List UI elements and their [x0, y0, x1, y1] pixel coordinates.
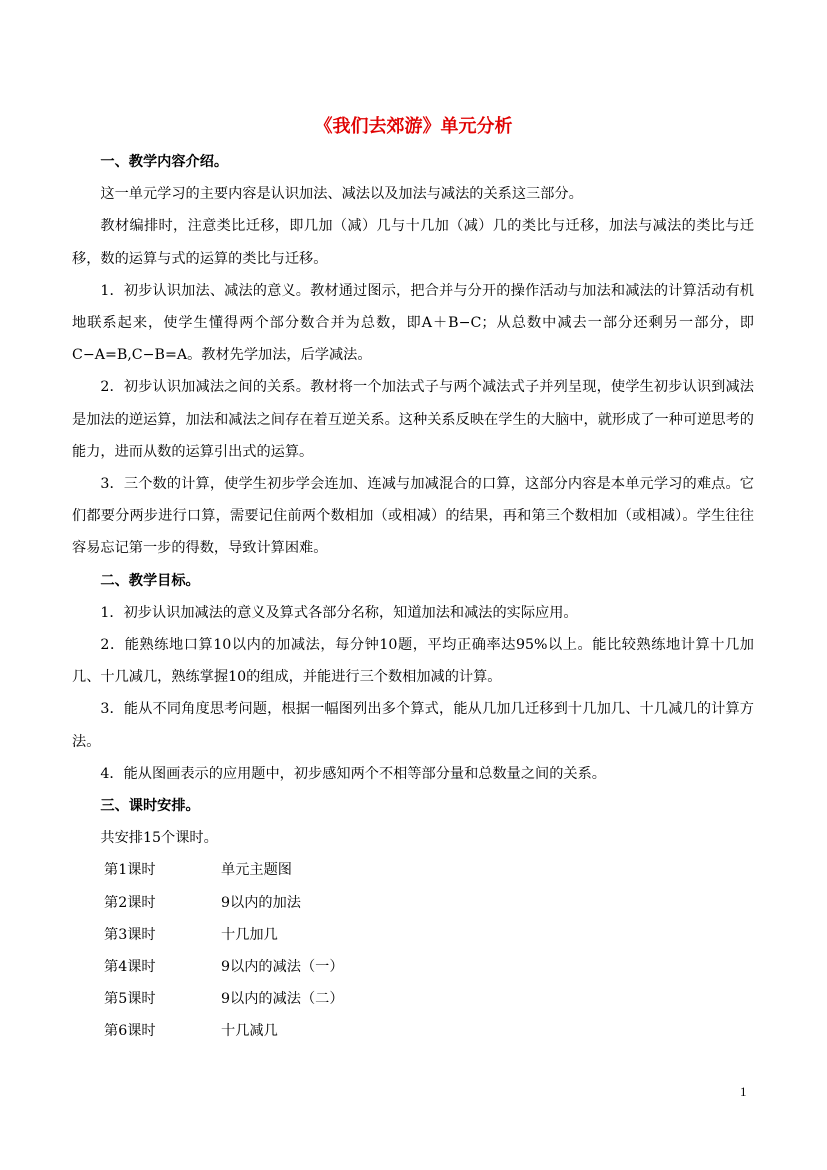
lesson-topic: 9以内的减法（一） [221, 959, 344, 976]
section-heading-goals: 二、教学目标。 [100, 572, 200, 589]
section-heading-schedule: 三、课时安排。 [100, 798, 200, 815]
lesson-label: 第6课时 [104, 1023, 156, 1040]
paragraph: 2．能熟练地口算10以内的加减法，每分钟10题，平均正确率达95%以上。能比较熟练地计算十几加几、十几减几，熟练掌握10的组成，并能进行三个数相加减的计算。 [72, 637, 754, 686]
lesson-label: 第3课时 [104, 926, 156, 943]
lesson-topic: 9以内的减法（二） [221, 991, 344, 1008]
section-heading-content: 一、教学内容介绍。 [100, 154, 229, 170]
paragraph: 教材编排时，注意类比迁移，即几加（减）几与十几加（减）几的类比与迁移，加法与减法的类比与迁移，数的运算与式的运算的类比与迁移。 [72, 218, 754, 267]
lesson-label: 第1课时 [104, 862, 156, 879]
lesson-topic: 单元主题图 [221, 862, 292, 879]
schedule-row [72, 1015, 754, 1047]
lesson-topic: 十几减几 [221, 1023, 278, 1040]
paragraph: 1．初步认识加减法的意义及算式各部分名称，知道加法和减法的实际应用。 [100, 604, 578, 621]
document-body [72, 146, 754, 1048]
paragraph: 2．初步认识加减法之间的关系。教材将一个加法式子与两个减法式子并列呈现，使学生初步认识到减法是加法的逆运算，加法和减法之间存在着互逆关系。这种关系反映在学生的大脑中，就形成了一种可逆思考的能力，进而从数的运算引出式的运算。 [72, 379, 754, 460]
schedule-intro: 共安排15个课时。 [100, 830, 218, 847]
paragraph: 1．初步认识加法、减法的意义。教材通过图示，把合并与分开的操作活动与加法和减法的计算活动有机地联系起来，使学生懂得两个部分数合并为总数，即A＋B−C；从总数中减去一部分还剩另一部分，即C−A=B,C−B=A。教材先学加法，后学减法。 [72, 282, 754, 364]
page-number: 1 [740, 1084, 747, 1099]
lesson-topic: 9以内的加法 [221, 894, 301, 911]
schedule-row [72, 854, 754, 886]
schedule-row [72, 951, 754, 983]
lesson-topic: 十几加几 [221, 926, 278, 943]
lesson-label: 第5课时 [104, 991, 156, 1008]
paragraph: 4．能从图画表示的应用题中，初步感知两个不相等部分量和总数量之间的关系。 [100, 765, 606, 782]
schedule-row [72, 919, 754, 951]
paragraph: 3．能从不同角度思考问题，根据一幅图列出多个算式，能从几加几迁移到十几加几、十几减几的计算方法。 [72, 701, 754, 750]
paragraph: 这一单元学习的主要内容是认识加法、减法以及加法与减法的关系这三部分。 [100, 186, 583, 203]
lesson-label: 第4课时 [104, 959, 156, 976]
page-title: 《我们去郊游》单元分析 [314, 116, 513, 137]
lesson-label: 第2课时 [104, 894, 156, 911]
paragraph: 3．三个数的计算，使学生初步学会连加、连减与加减混合的口算，这部分内容是本单元学习的难点。它们都要分两步进行口算，需要记住前两个数相加（或相减）的结果，再和第三个数相加（或相减）。学生往往容易忘记第一步的得数，导致计算困难。 [72, 476, 754, 557]
schedule-row [72, 887, 754, 919]
schedule-row [72, 983, 754, 1015]
